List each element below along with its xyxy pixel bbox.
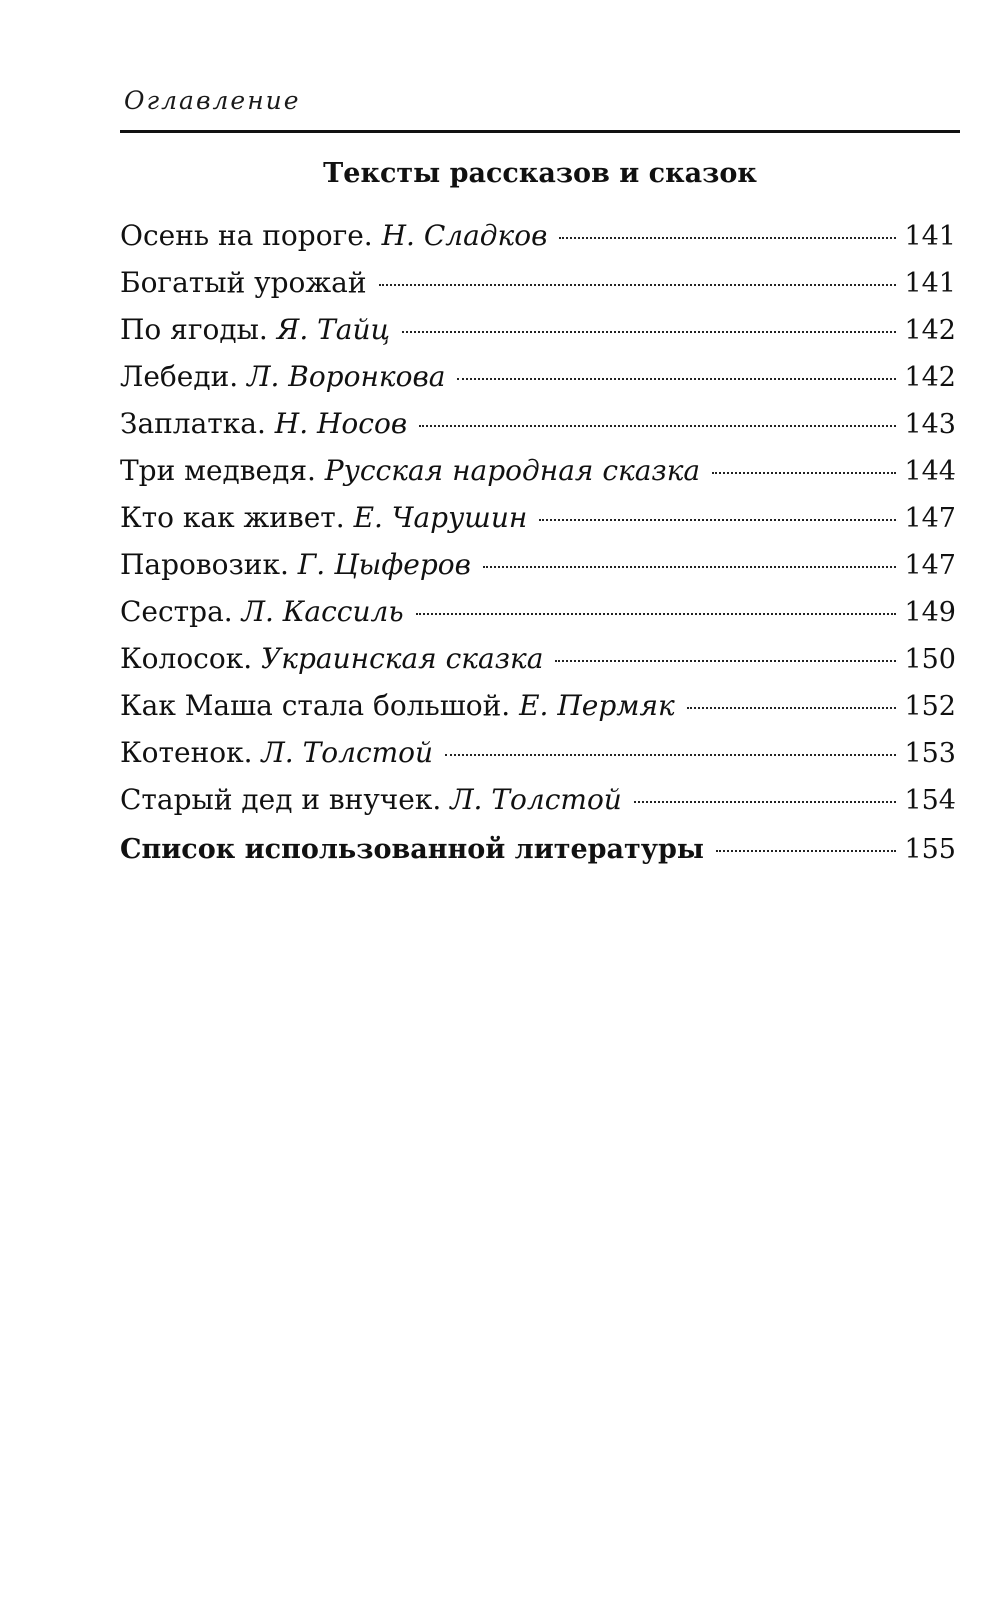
dot-leader [416,613,897,615]
entry-author: Л. Толстой [261,736,434,769]
entry-page-number: 143 [904,409,956,440]
entry-page-number: 149 [904,597,956,628]
entry-author: Украинская сказка [261,642,544,675]
entry-title: Старый дед и внучек. [120,783,442,816]
dot-leader [687,707,897,709]
toc-entry [120,353,956,400]
entry-title: Паровозик. [120,548,289,581]
entry-author: Я. Тайц [276,313,391,346]
entry-title: По ягоды. [120,313,268,346]
toc-entry [120,776,956,823]
entry-author: Н. Носов [274,407,408,440]
entry-author: Русская народная сказка [324,454,701,487]
entry-title: Заплатка. [120,407,266,440]
dot-leader [712,472,896,474]
entry-page-number: 147 [904,503,956,534]
entry-page-number: 142 [904,362,956,393]
dot-leader [402,331,896,333]
bibliography-title: Список использованной литературы [120,834,704,865]
toc-entry [120,588,956,635]
toc-entry [120,729,956,776]
entry-author: Е. Пермяк [519,689,675,722]
table-of-contents [120,212,956,823]
entry-author: Е. Чарушин [353,501,528,534]
entry-author: Л. Кассиль [241,595,404,628]
toc-entry [120,400,956,447]
dot-leader [419,425,896,427]
dot-leader [539,519,896,521]
dot-leader [457,378,896,380]
toc-entry [120,494,956,541]
dot-leader [716,850,896,852]
entry-page-number: 142 [904,315,956,346]
dot-leader [559,237,896,239]
entry-title: Лебеди. [120,360,239,393]
toc-entry [120,259,956,306]
entry-title: Сестра. [120,595,233,628]
dot-leader [445,754,896,756]
entry-page-number: 147 [904,550,956,581]
bibliography-page-number: 155 [904,834,956,865]
dot-leader [555,660,896,662]
toc-entry [120,306,956,353]
entry-title: Осень на пороге. [120,219,373,252]
entry-author: Л. Толстой [450,783,622,816]
running-head: Оглавление [124,86,301,115]
entry-title: Колосок. [120,642,253,675]
toc-entry-bibliography [120,826,956,873]
entry-page-number: 153 [904,738,956,769]
entry-page-number: 141 [904,221,956,252]
entry-title: Котенок. [120,736,253,769]
entry-title: Кто как живет. [120,501,345,534]
entry-author: Н. Сладков [381,219,548,252]
entry-title: Как Маша стала большой. [120,689,511,722]
toc-entry [120,635,956,682]
section-title: Тексты рассказов и сказок [323,158,757,189]
entry-page-number: 150 [904,644,956,675]
dot-leader [379,284,897,286]
entry-page-number: 152 [904,691,956,722]
entry-author: Л. Воронкова [247,360,446,393]
entry-title: Богатый урожай [120,266,367,299]
entry-page-number: 141 [904,268,956,299]
toc-entry [120,447,956,494]
header-rule [120,130,960,133]
entry-title: Три медведя. [120,454,316,487]
toc-entry [120,682,956,729]
entry-author: Г. Цыферов [297,548,471,581]
bibliography-entry [120,826,956,873]
entry-page-number: 154 [904,785,956,816]
toc-entry [120,541,956,588]
entry-page-number: 144 [904,456,956,487]
dot-leader [483,566,897,568]
dot-leader [634,801,897,803]
toc-entry [120,212,956,259]
